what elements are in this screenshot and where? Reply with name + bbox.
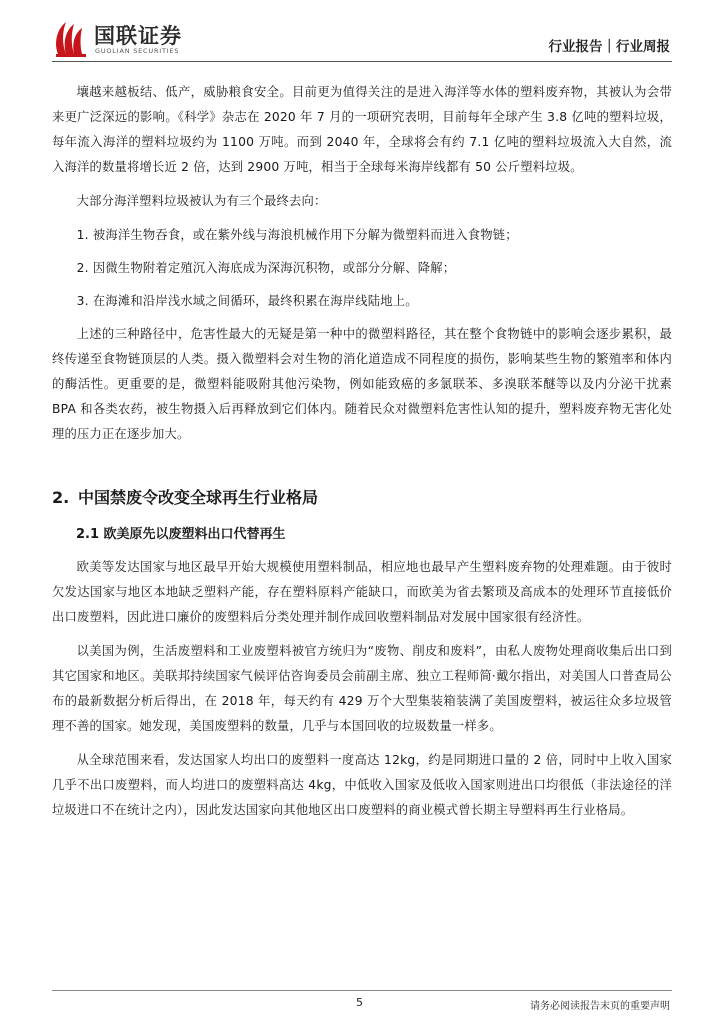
body-paragraph: 欧美等发达国家与地区最早开始大规模使用塑料制品，相应地也最早产生塑料废弃物的处理难题。由于彼时欠发达国家与地区本地缺乏塑料产能，存在塑料原料产能缺口，而欧美为省去繁琐及高成本的处理环节直接低价出口废塑料，因此进口廉价的废塑料后分类处理并制作成回收塑料制品对发展中国家很有经济性。: [52, 560, 672, 624]
page-number: 5: [356, 996, 363, 1009]
company-logo: [52, 16, 212, 60]
header-divider: [52, 61, 672, 62]
list-item: 3. 在海滩和沿岸浅水域之间循环，最终积累在海岸线陆地上。: [76, 294, 418, 308]
body-paragraph: 以美国为例，生活废塑料和工业废塑料被官方统归为“废物、削皮和废料”，由私人废物处理商收集后出口到其它国家和地区。美联邦持续国家气候评估咨询委员会前副主席、独立工程师简·戴尔指出，对美国人口普查局公布的最新数据分析后得出，在 2018 年，每天约有 429 万个大型集装箱装满了美国废塑料，被运往众多垃圾管理不善的国家。她发现，美国废塑料的数量，几乎与本国回收的垃圾数量一样多。: [52, 644, 672, 733]
section-number: 2.: [52, 488, 70, 507]
disclaimer-text: 请务必阅读报告末页的重要声明: [530, 1001, 670, 1012]
footer-divider: [52, 990, 672, 991]
body-paragraph: 大部分海洋塑料垃圾被认为有三个最终去向：: [76, 194, 327, 208]
report-type: 行业报告｜行业周报: [548, 39, 670, 55]
body-paragraph: 从全球范围来看，发达国家人均出口的废塑料一度高达 12kg，约是同期进口量的 2 倍，同时中上收入国家几乎不出口废塑料，而人均进口的废塑料高达 4kg，中低收入国家及低收入国家则进出口均很低（非法途径的洋垃圾进口不在统计之内），因此发达国家向其他地区出口废塑料的商业模式曾长期主导塑料再生行业格局。: [52, 753, 672, 817]
guolian-logo-icon: [52, 16, 92, 60]
page-footer: [0, 990, 724, 1024]
list-item: 2. 因微生物附着定殖沉入海底成为深海沉积物，或部分分解、降解；: [76, 261, 456, 275]
main-content: [52, 80, 672, 823]
section-heading: [52, 486, 672, 510]
body-paragraph: 上述的三种路径中，危害性最大的无疑是第一种中的微塑料路径，其在整个食物链中的影响会逐步累积，最终传递至食物链顶层的人类。摄入微塑料会对生物的消化道造成不同程度的损伤，影响某些生物的繁殖率和体内的酶活性。更重要的是，微塑料能吸附其他污染物，例如能致癌的多氯联苯、多溴联苯醚等以及内分泌干扰素 BPA 和各类农药，被生物摄入后再释放到它们体内。随着民众对微塑料危害性认知的提升，塑料废弃物无害化处理的压力正在逐步加大。: [52, 327, 672, 441]
logo-subtext: GUOLIAN SECURITIES: [95, 47, 180, 55]
section-title: 中国禁废令改变全球再生行业格局: [78, 488, 319, 507]
destination-list: [52, 223, 672, 314]
page-header: [0, 0, 724, 70]
body-paragraph: 壤越来越板结、低产，威胁粮食安全。目前更为值得关注的是进入海洋等水体的塑料废弃物，其被认为会带来更广泛深远的影响。《科学》杂志在 2020 年 7 月的一项研究表明，目前每年全球产生 3.8 亿吨的塑料垃圾，每年流入海洋的塑料垃圾约为 1100 万吨。而到 2040 年，全球将会有约 7.1 亿吨的塑料垃圾流入大自然，流入海洋的数量将增长近 2 倍，达到 2900 万吨，相当于全球每米海岸线都有 50 公斤塑料垃圾。: [52, 85, 672, 174]
logo-text: 国联证券: [94, 24, 182, 48]
subsection-heading: 2.1 欧美原先以废塑料出口代替再生: [76, 527, 286, 542]
list-item: 1. 被海洋生物吞食，或在紫外线与海浪机械作用下分解为微塑料而进入食物链；: [76, 228, 518, 242]
